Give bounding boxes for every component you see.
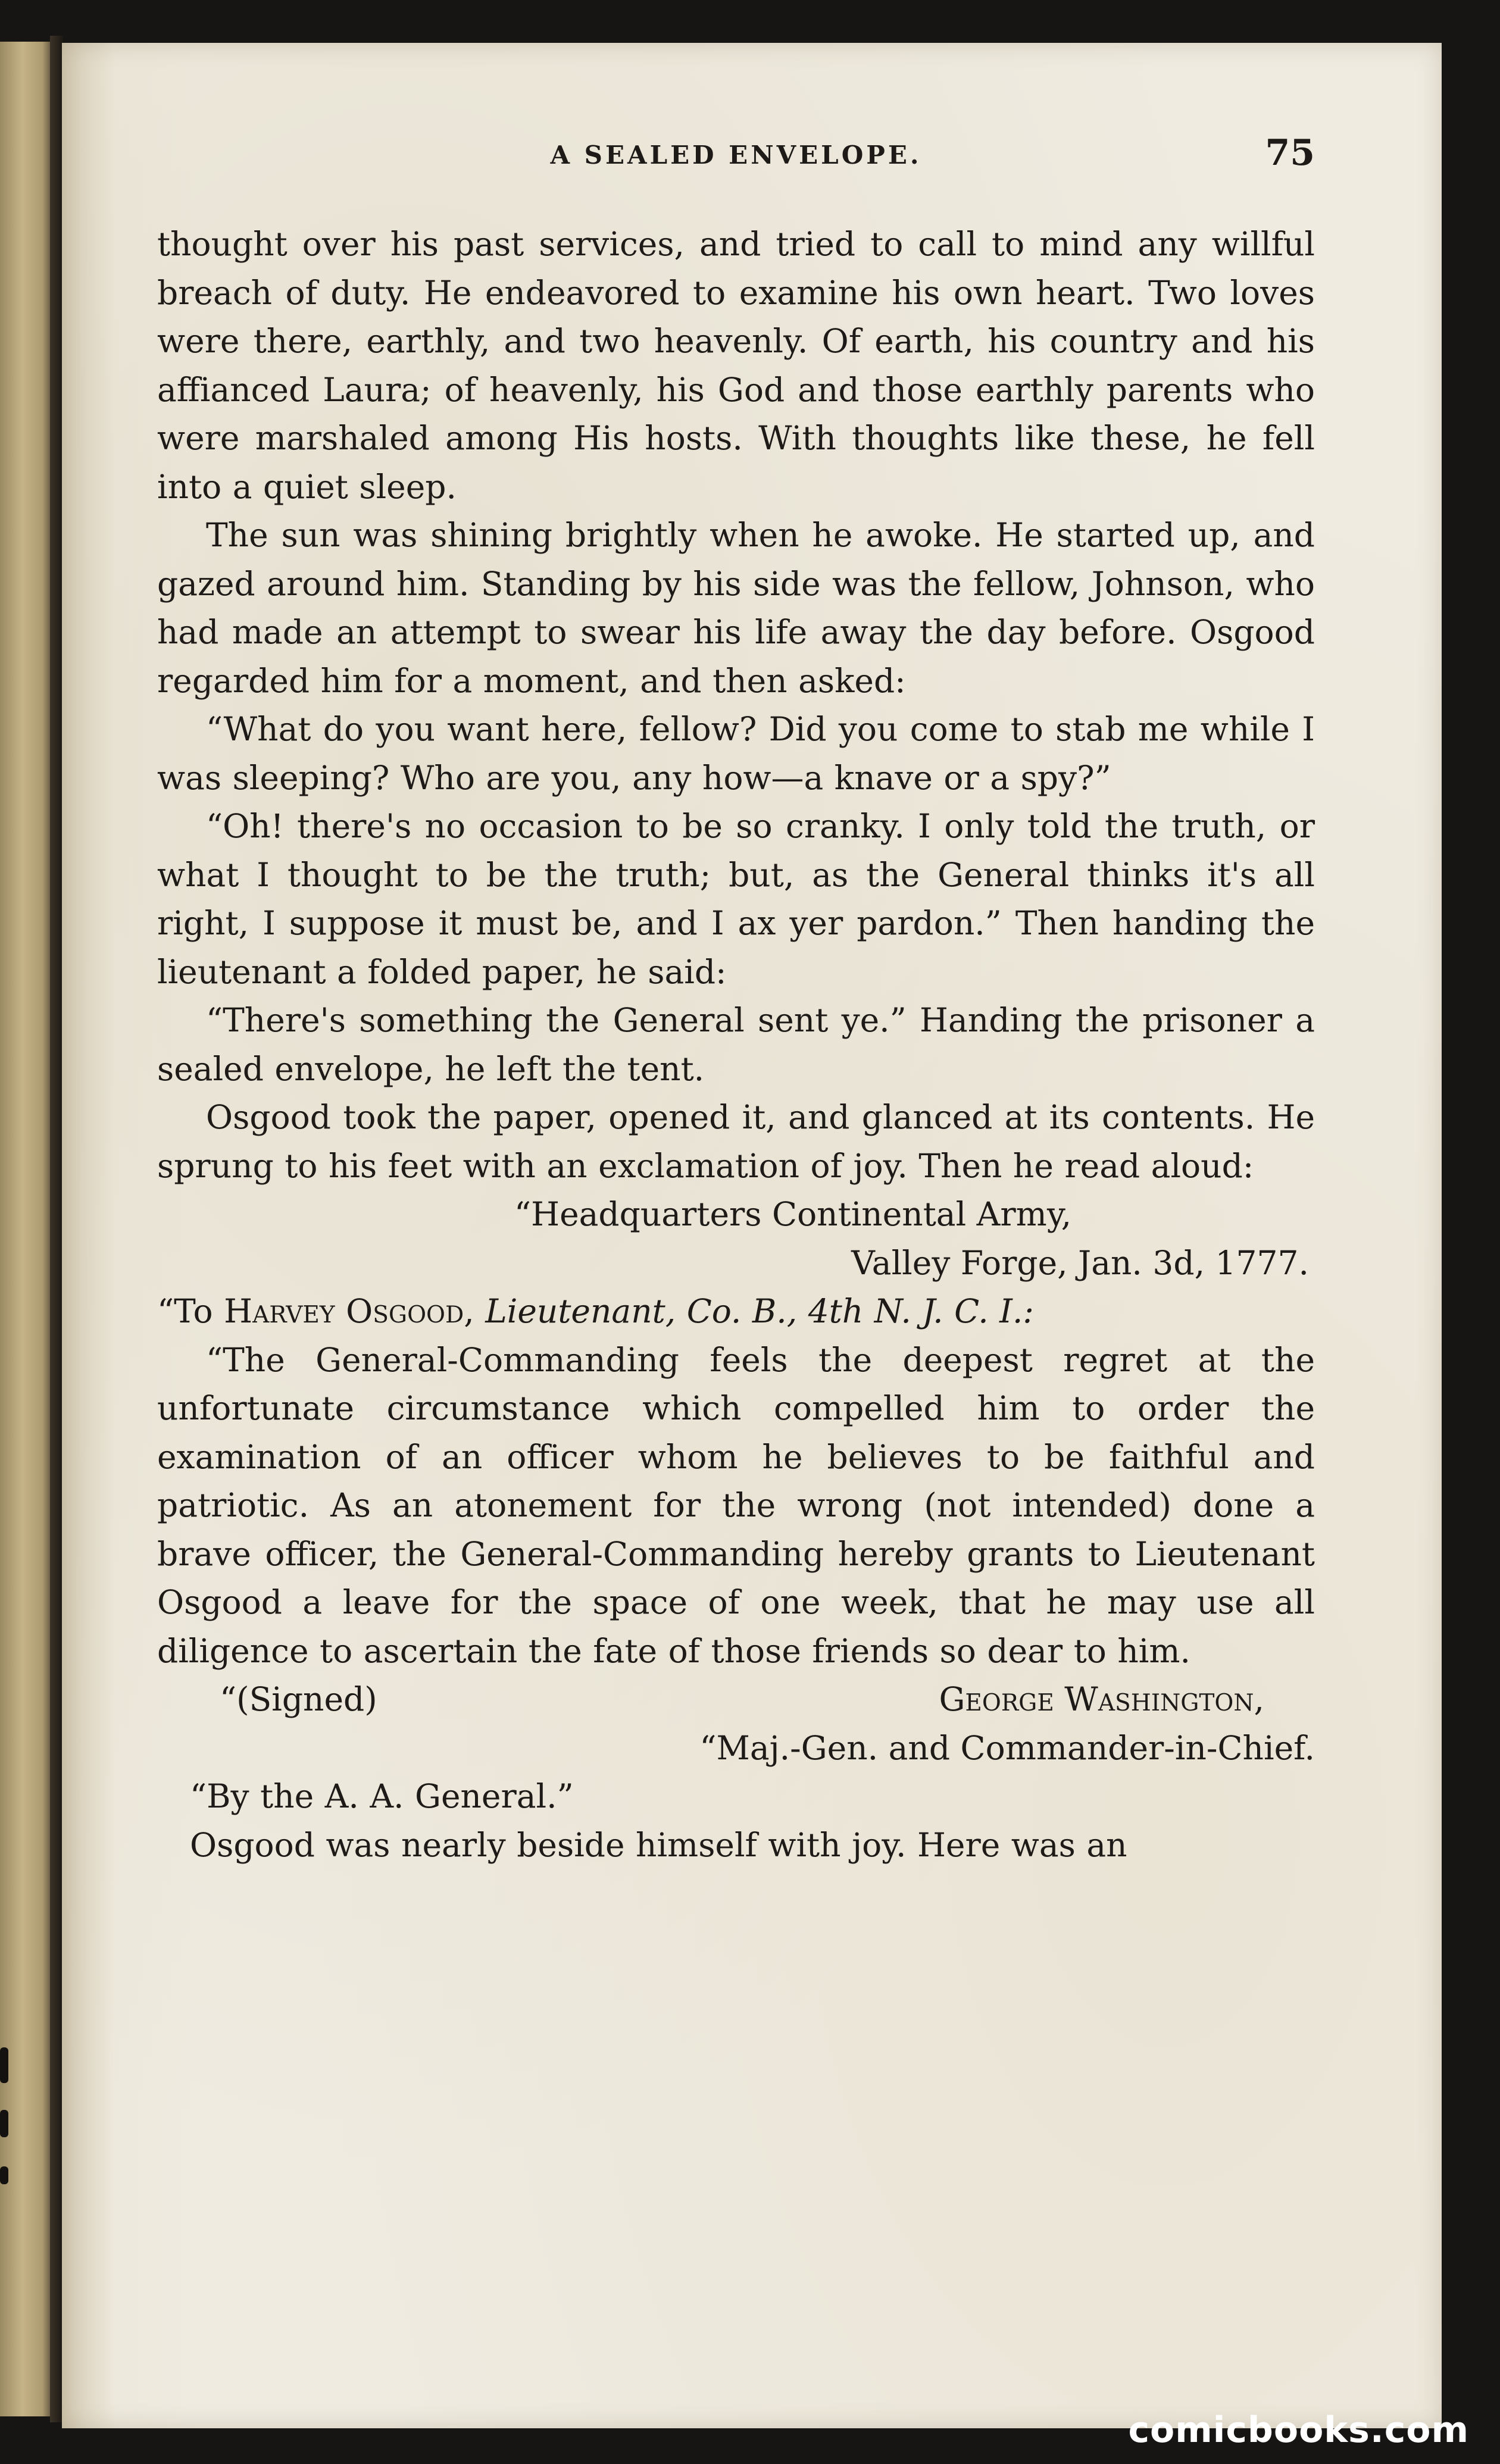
edge-mark	[0, 2166, 8, 2184]
page-number: 75	[1265, 132, 1315, 174]
running-head	[157, 132, 1315, 186]
signed-label: “(Signed)	[220, 1680, 377, 1718]
paragraph-2: The sun was shining brightly when he awoke. He started up, and gazed around him. Standing by his side was the fellow, Johnson, who had made an attempt to swear his life away the day before. Osgood regarded him for a moment, and then asked:	[157, 516, 1315, 700]
running-head-title: A SEALED ENVELOPE.	[550, 140, 922, 170]
paragraph-4: “Oh! there's no occasion to be so cranky. I only told the truth, or what I thought to be the truth; but, as the General thinks it's all right, I suppose it must be, and I ax yer pardon.” Then handing the lieutenant a folded paper, he said:	[157, 807, 1315, 991]
signature-title: “Maj.-Gen. and Commander-in-Chief.	[699, 1728, 1315, 1767]
by-line: “By the A. A. General.”	[190, 1777, 574, 1815]
letter-heading-line2: Valley Forge, Jan. 3d, 1777.	[851, 1243, 1309, 1282]
letter-heading-line1: “Headquarters Continental Army,	[514, 1195, 1072, 1233]
signature-name: George Washington,	[939, 1680, 1264, 1718]
paragraph-1: thought over his past services, and tried to call to mind any willful breach of duty. He endeavored to examine his own heart. Two loves were there, earthly, and two heavenly. Of earth, his country and his affianced Laura; of heavenly, his God and those earthly parents who were marshaled among His hosts. With thoughts like these, he fell into a quiet sleep.	[157, 225, 1315, 506]
edge-mark	[0, 2110, 8, 2137]
paragraph-6: Osgood took the paper, opened it, and glanced at its contents. He sprung to his feet with an exclamation of joy. Then he read aloud:	[157, 1098, 1315, 1185]
salutation-rank: Lieutenant, Co. B., 4th N. J. C. I.:	[485, 1292, 1034, 1330]
salutation-prefix: “To	[157, 1292, 224, 1330]
letter-salutation	[157, 1287, 1315, 1336]
paragraph-5: “There's something the General sent ye.” Handing the prisoner a sealed envelope, he left the tent.	[157, 1001, 1315, 1088]
book-page	[62, 43, 1442, 2428]
signature-line	[157, 1675, 1315, 1724]
watermark-logo: comicbooks.com	[1128, 2409, 1469, 2451]
edge-mark	[0, 2047, 8, 2083]
letter-body: “The General-Commanding feels the deepest regret at the unfortunate circumstance which compelled him to order the examination of an officer whom he believes to be faithful and patriotic. As an atonement for the wrong (not intended) done a brave officer, the General-Commanding hereby grants to Lieutenant Osgood a leave for the space of one week, that he may use all diligence to ascertain the fate of those friends so dear to him.	[157, 1340, 1315, 1670]
text-block	[157, 132, 1315, 1869]
salutation-name: Harvey Osgood,	[224, 1292, 474, 1330]
closing-paragraph: Osgood was nearly beside himself with joy. Here was an	[190, 1825, 1127, 1864]
paragraph-3: “What do you want here, fellow? Did you come to stab me while I was sleeping? Who are you, any how—a knave or a spy?”	[157, 710, 1315, 797]
book-gutter	[50, 36, 63, 2422]
